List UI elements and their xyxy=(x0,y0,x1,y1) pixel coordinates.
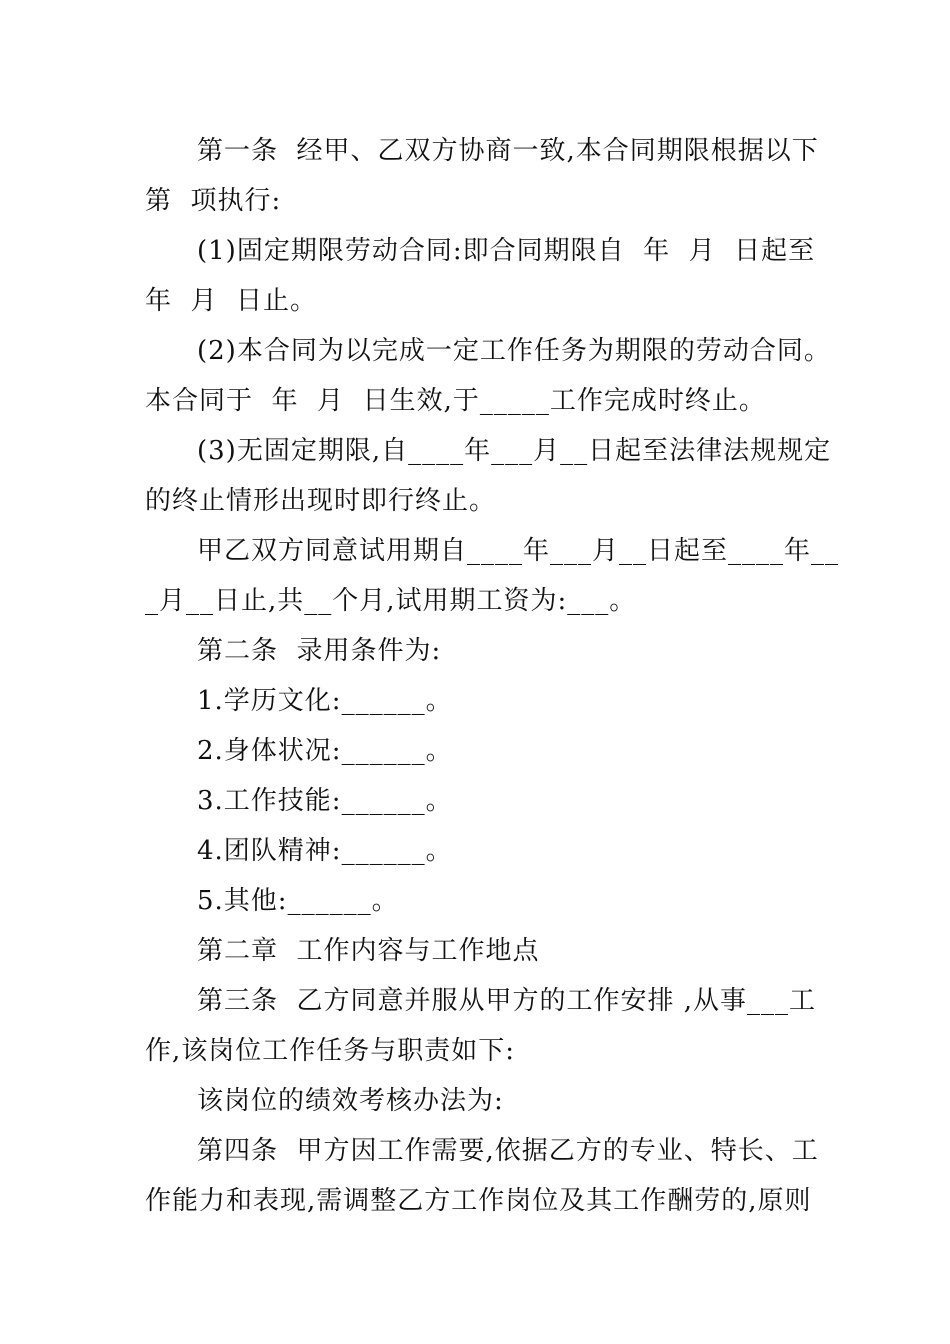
text-line: 1.学历文化:______。 xyxy=(197,686,453,716)
text-line: 第 项执行: xyxy=(145,186,282,216)
text-line: 4.团队精神:______。 xyxy=(197,836,453,866)
text-line: 第一条 经甲、乙双方协商一致,本合同期限根据以下 xyxy=(197,136,819,166)
text-line: (1)固定期限劳动合同:即合同期限自 年 月 日起至 xyxy=(197,236,816,266)
text-line: 该岗位的绩效考核办法为: xyxy=(197,1086,504,1116)
text-line: (3)无固定期限,自____年___月__日起至法律法规规定 xyxy=(197,436,832,466)
text-line: 本合同于 年 月 日生效,于_____工作完成时终止。 xyxy=(145,386,766,416)
text-line: 第四条 甲方因工作需要,依据乙方的专业、特长、工 xyxy=(197,1136,819,1166)
text-line: 5.其他:______。 xyxy=(197,886,399,916)
text-line: 第二章 工作内容与工作地点 xyxy=(197,936,540,966)
text-line: 年 月 日止。 xyxy=(145,286,318,316)
text-line: (2)本合同为以完成一定工作任务为期限的劳动合同。 xyxy=(197,336,831,366)
text-line: 作,该岗位工作任务与职责如下: xyxy=(145,1036,516,1066)
contract-text xyxy=(145,126,840,1226)
text-line: 第二条 录用条件为: xyxy=(197,636,442,666)
text-line: _月__日止,共__个月,试用期工资为:___。 xyxy=(145,586,637,616)
text-line: 2.身体状况:______。 xyxy=(197,736,453,766)
text-line: 3.工作技能:______。 xyxy=(197,786,453,816)
text-line: 作能力和表现,需调整乙方工作岗位及其工作酬劳的,原则 xyxy=(145,1186,812,1216)
text-line: 的终止情形出现时即行终止。 xyxy=(145,486,497,516)
text-line: 第三条 乙方同意并服从甲方的工作安排 ,从事___工 xyxy=(197,986,817,1016)
text-line: 甲乙双方同意试用期自____年___月__日起至____年__ xyxy=(197,536,840,566)
